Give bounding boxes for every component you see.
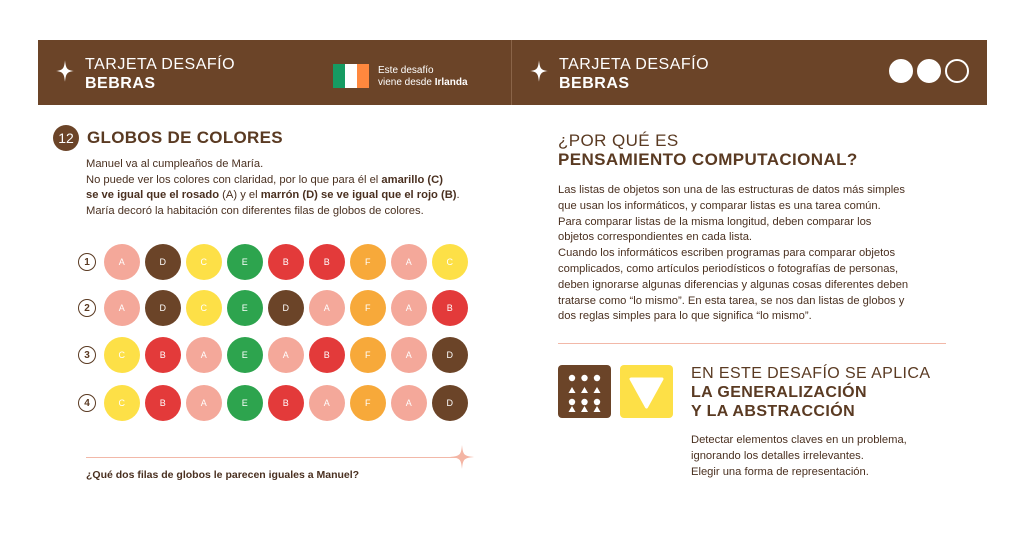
abstraction-icon: [620, 365, 673, 418]
balloon-row: [78, 244, 473, 280]
row-number: 4: [78, 394, 96, 412]
balloon: F: [350, 244, 386, 280]
row-number: 2: [78, 299, 96, 317]
balloon: F: [350, 290, 386, 326]
balloon: B: [309, 337, 345, 373]
balloon: E: [227, 337, 263, 373]
balloon: A: [391, 244, 427, 280]
row-number: 1: [78, 253, 96, 271]
balloon: C: [186, 290, 222, 326]
task-intro: Manuel va al cumpleaños de María. No puede ver los colores con claridad, por lo que para él el amarillo (C) se ve igual que el rosado (A) y el marrón (D) se ve igual que el rojo (B). María decoró la habitación con diferentes filas de globos de colores.: [86, 158, 460, 217]
challenge-origin: Este desafío viene desde Irlanda: [378, 65, 468, 88]
balloon: B: [268, 244, 304, 280]
difficulty-dot: [917, 59, 941, 83]
why-body-line: dos reglas simples para lo que significa “lo mismo”.: [558, 310, 812, 323]
divider: [558, 343, 946, 344]
apply-body-line: Elegir una forma de representación.: [691, 465, 869, 478]
balloon: C: [104, 337, 140, 373]
sparkle-icon: [530, 60, 548, 82]
balloon: A: [309, 290, 345, 326]
balloon: E: [227, 244, 263, 280]
balloon: F: [350, 385, 386, 421]
balloon: D: [432, 385, 468, 421]
apply-body-line: Detectar elementos claves en un problema,: [691, 434, 907, 446]
balloon: D: [145, 290, 181, 326]
balloon: B: [145, 337, 181, 373]
card-header: [38, 40, 987, 105]
balloon: A: [104, 244, 140, 280]
why-body-line: objetos correspondientes en cada lista.: [558, 231, 753, 244]
balloon: A: [391, 385, 427, 421]
sparkle-icon: [56, 60, 74, 82]
why-body-line: complicados, como artículos periodísticos o fotografías de personas,: [558, 262, 899, 275]
why-body-line: Las listas de objetos son una de las estructuras de datos más simples: [558, 184, 905, 196]
balloon: A: [391, 290, 427, 326]
why-body-line: tratarse como “lo mismo”. En esta tarea, se nos dan listas de globos y: [558, 294, 905, 307]
difficulty-dot: [889, 59, 913, 83]
why-title: ¿POR QUÉ ES PENSAMIENTO COMPUTACIONAL?: [558, 131, 858, 169]
balloon: B: [268, 385, 304, 421]
apply-body: [691, 433, 961, 480]
header-left: [38, 40, 512, 105]
balloon: A: [186, 337, 222, 373]
balloon: D: [432, 337, 468, 373]
balloon: F: [350, 337, 386, 373]
balloon: C: [104, 385, 140, 421]
row-number: 3: [78, 346, 96, 364]
balloon: B: [432, 290, 468, 326]
balloon: A: [268, 337, 304, 373]
balloon: D: [268, 290, 304, 326]
why-body-line: Para comparar listas de la misma longitud, deben comparar los: [558, 215, 872, 228]
balloon: E: [227, 385, 263, 421]
ireland-flag-icon: [333, 64, 369, 88]
generalization-icon: [558, 365, 611, 418]
difficulty-indicator: [889, 59, 969, 83]
why-body-line: que usan los informáticos, y comparar listas es una tarea común.: [558, 199, 881, 212]
apply-body-line: ignorando los detalles irrelevantes.: [691, 449, 864, 462]
header-title-left: TARJETA DESAFÍO BEBRAS: [85, 56, 236, 92]
balloon: B: [309, 244, 345, 280]
balloon: A: [186, 385, 222, 421]
sparkle-icon: [450, 445, 474, 469]
apply-title: EN ESTE DESAFÍO SE APLICA LA GENERALIZACIÓN Y LA ABSTRACCIÓN: [691, 365, 931, 420]
balloon-row: [78, 385, 473, 421]
divider: [86, 457, 456, 458]
balloon: A: [309, 385, 345, 421]
balloon: C: [186, 244, 222, 280]
task-question: ¿Qué dos filas de globos le parecen iguales a Manuel?: [86, 469, 360, 481]
balloon: A: [104, 290, 140, 326]
balloon: B: [145, 385, 181, 421]
difficulty-dot: [945, 59, 969, 83]
task-title: GLOBOS DE COLORES: [87, 128, 283, 147]
header-right: [512, 40, 987, 105]
why-body: [558, 183, 958, 325]
task-number-badge: 12: [53, 125, 79, 151]
balloon-row: [78, 337, 473, 373]
balloon: E: [227, 290, 263, 326]
balloon-row: [78, 290, 473, 326]
header-title-right: TARJETA DESAFÍO BEBRAS: [559, 56, 710, 92]
balloon: A: [391, 337, 427, 373]
why-body-line: deben ignorarse algunas diferencias y algunas cosas diferentes deben: [558, 278, 909, 291]
balloon: C: [432, 244, 468, 280]
balloon: D: [145, 244, 181, 280]
why-body-line: Cuando los informáticos escriben programas para comparar objetos: [558, 247, 896, 260]
